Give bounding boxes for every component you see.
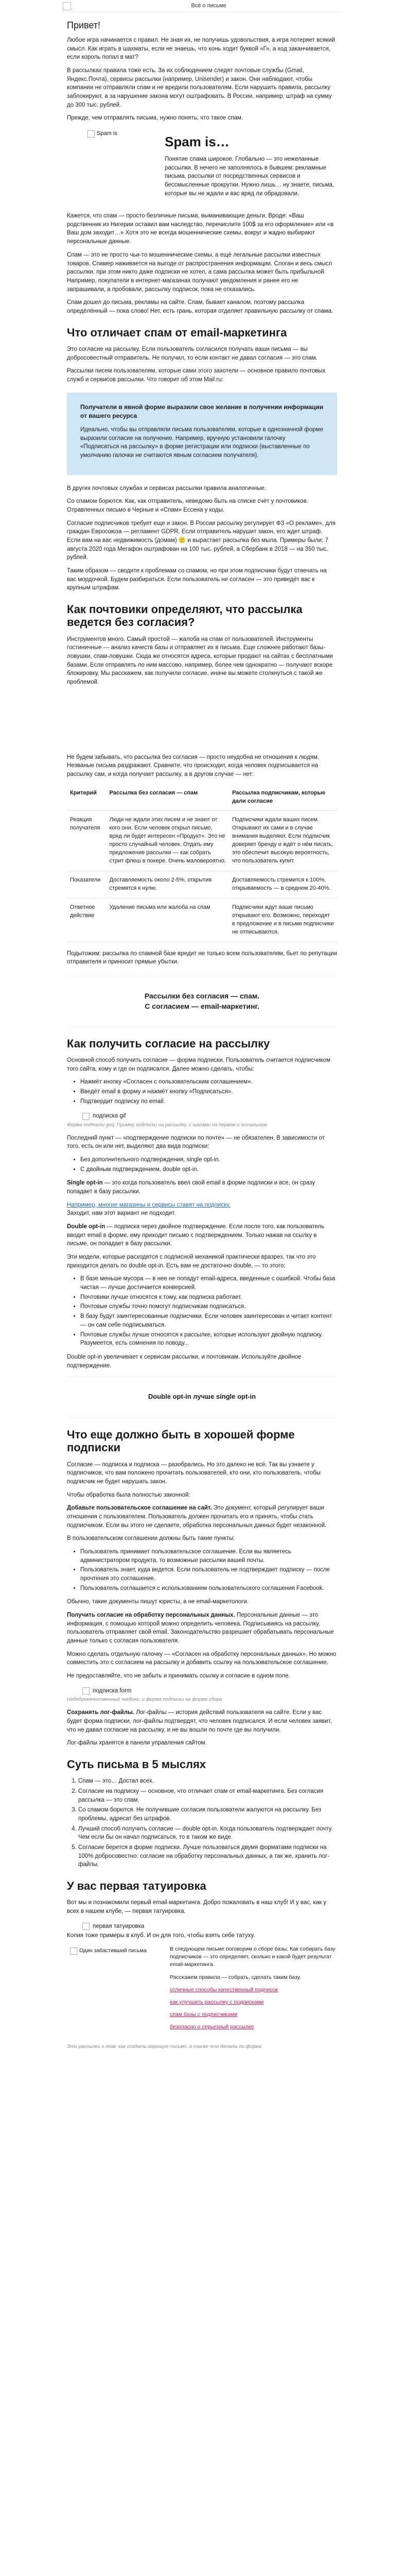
spam-banner <box>67 976 337 1027</box>
paragraph: Можно сделать отдельную галочку — «Согласен на обработку персональных данных». Но можно совместить это с согласием на рассылку и добавить ссылку на пользовательское соглашение. <box>67 1651 336 1666</box>
card-paragraph: В следующем письме поговорим о сборе базы. Как собирать базу подписчиков — это определяет, сколько и какой будет результат email-маркетинга. <box>170 1945 336 1968</box>
paragraph: В пользовательском соглашении должны быть такие пункты: <box>67 1535 235 1542</box>
hero-description: Понятие спама широкое. Глобально — это нежеланные рассылки. В нечего не заполнялось в бывшем: рекламные письма, рассылки от посредственных сервисов и бессмысленные прокрутки. Нужно лишь… ну знаете, письма, которые вы не ждали и вас вряд ли обрадовали. <box>165 156 335 197</box>
paragraph: Копия тоже примеры в клуб. И он для того, чтобы взять себе татуху. <box>67 1933 255 1939</box>
section-heading: Как получить согласие на рассылку <box>67 1037 270 1050</box>
card-link[interactable]: как улучшить рассылку с подписками <box>170 1998 264 2005</box>
bullet-list <box>80 1078 337 1106</box>
intro-paragraph: В рассылках правила тоже есть. За их соблюдением следят почтовые службы (Gmail, Яндекс.Почта), сервисы рассылки (например, Unisender) и закон. Они наблюдают, чтобы компании не отправляли спам и не вредили пользователям. Если нарушить правила, рассылку заблокируют, а за нарушение закона могут оштрафовать. В России, например, штраф на сумму до 300 тыс. рублей. <box>67 67 332 108</box>
broken-image-icon <box>70 1947 77 1955</box>
banner-line: С согласием — email-маркетинг. <box>145 1002 259 1011</box>
paragraph: Не будем забывать, что рассылка без согласия — просто неудобна не отношения к людям. Незваные письма раздражают. Сравните, что происходит, когда человек подписывается на рассылку сам, и когда получает рассылку, а в другом случае — нет: <box>67 754 320 777</box>
paragraph: Чтобы обработка была полностью законной: <box>67 1492 190 1498</box>
term-label: Добавьте пользовательское соглашение на сайт. <box>67 1505 212 1512</box>
table-header: Рассылка подписчикам, которые дали согласие <box>229 784 337 811</box>
section-heading: Как почтовики определяют, что рассылка ведется без согласия? <box>67 602 303 629</box>
hero-image <box>67 127 165 205</box>
term-text: Лог-файлы — история действий пользователя на сайте. Если у вас будет форма подписки, лог-файлы подтвердят, что человек подписался. И если человек заявит, что не давал согласие на рассылку, и не вы вошли по почте где вы получили. <box>67 1709 332 1733</box>
section-heading: У вас первая татуировка <box>67 1879 206 1892</box>
card-link[interactable]: спам базы с подписчиками <box>170 2011 238 2018</box>
bullet-list <box>80 1275 337 1347</box>
paragraph: Вот мы и познакомили первый email-маркетинга. Добро пожаловать в наш клуб! И у вас, как у всех в нашем клубе, — первая татуировка. <box>67 1900 327 1914</box>
broken-image-icon <box>87 130 95 138</box>
table-header: Рассылка без согласия — спам <box>107 784 229 811</box>
broken-image-icon <box>63 2 71 10</box>
paragraph: Кажется, что спам — просто безличные письма, выманивающие деньги. Вроде: «Ваш родственник из Нигерии оставил вам наследство, перечислите 100$ за его оформление» или «в Ваш дом заходит…» Хотя это не всегда мошеннические схемы, вокруг и жадно выбирают персональные данные. <box>67 213 334 245</box>
term-label: Single opt-in <box>67 1180 103 1187</box>
bullet-list <box>80 1548 337 1592</box>
paragraph: Не предоставляйте, что не забыть и принимать ссылку и согласие в одном поле. <box>67 1673 290 1680</box>
table-cell: Удаление письма или жалоба на спам <box>107 898 229 942</box>
image-placeholder <box>67 1687 337 1696</box>
comparison-table <box>67 784 337 942</box>
paragraph-text: Заходит, нам этот вариант не подходит. <box>67 1210 176 1217</box>
paragraph: Последний пункт — «подтверждение подписки по почте» — не обязателен. В зависимости от того, есть он или нет, выделяют два вида подписки: <box>67 1134 325 1150</box>
hero-block <box>67 127 337 205</box>
broken-image-icon <box>82 1923 90 1930</box>
hero-big-text: Spam is… <box>165 134 230 150</box>
image-caption: Форма подписки goq. Пример подписки на рассылку, с шагами на первом и остальном. <box>67 1122 268 1128</box>
card-link[interactable]: безопасно о серьезный рассылке <box>170 2024 254 2030</box>
intro-paragraph: Любое игра начинается с правил. Не зная их, не получишь удовольствия, а игра потеряет всякий смысл. Как играть в шахматы, если не знаешь, что конь ходит буквой «Г», а ход заканчивается, если король попал в мат? <box>67 37 335 61</box>
list-item: • Пользователь знает, куда ведется. Если пользователь не подтверждает подписку — после прочтения это соглашение. <box>80 1566 337 1583</box>
paragraph: Согласие — подписка и подписка — разобрались. Но это далеко не всё. Так вы узнаете у подписчиков, что вам положено прочитать пользователей, кто они, кто пользователь, чтобы подписчик не будет нарушать закон. <box>67 1461 321 1485</box>
list-item: • С двойным подтверждением, double opt-in. <box>80 1165 337 1174</box>
term-label: Сохранять лог-файлы. <box>67 1709 135 1716</box>
term-text: Персональные данные — это информация, с помощью которой можно определить человека. Подписываясь на рассылку, пользователь отправляет свой email. Законодательство разрешает обрабатывать персональные данные только с согласия пользователя. <box>67 1612 334 1645</box>
list-item: • Пользователь соглашается с использованием пользовательского соглашения Facebook. <box>80 1584 337 1593</box>
table-cell: Ответное действие <box>67 898 107 942</box>
email-title: Всё о письме <box>191 2 226 9</box>
list-item: • Подтвердит подписку по email. <box>80 1097 337 1106</box>
table-cell: Подписчики ждут ваше письмо открывают его. Возможно, переходят в предложение и в письме подписчики не отписываются. <box>229 898 337 942</box>
list-item: • Почтовики лучше относятся к тому, как подписка работает. <box>80 1293 337 1302</box>
table-row <box>67 811 337 871</box>
paragraph: Рассылки писем пользователям, которые сами этого захотели — основное правило почтовых служб и сервисов рассылки. Что говорит об этом Mail.ru: <box>67 368 326 383</box>
paragraph <box>67 1611 337 1646</box>
term-label: Double opt-in <box>67 1224 106 1230</box>
term-text: — подписка через двойное подтверждение. Если после того, как пользователь вводит email в форме, ему приходит письмо с подтверждением. Только нажав на ссылку в письме, он попадает в базу рассылки. <box>67 1224 325 1247</box>
list-item: 5. Согласие берется в форме подписки. Лучше пользоваться двумя форматами подписки на 100% добросовестно: согласие на обработку персональных данных, а так же, хранить лог-файлы. <box>78 1843 337 1869</box>
image-alt: первая татуировка <box>93 1923 145 1929</box>
card-image <box>67 1945 165 2038</box>
term-label: Получить согласие на обработку персональных данных. <box>67 1612 235 1619</box>
summary-list <box>78 1777 337 1869</box>
list-item: • Почтовые службы лучше относятся к рассылке, которые используют двойную подписку. Разумеется, есть сомнения по поводу... <box>80 1331 337 1348</box>
paragraph: Подытожим: рассылка по спамной базе вредит не только всем пользователям, бьет по репутации отправителя и приносит прямые убытки. <box>67 950 338 965</box>
hero-text <box>165 127 337 205</box>
list-item: • Нажмёт кнопку «Согласен с пользовательским соглашением». <box>80 1078 337 1087</box>
list-item: 2. Согласие на подписку — основное, что отличает спам от email-маркетинга. Без согласия рассылка — это спам. <box>78 1787 337 1804</box>
paragraph <box>67 1179 337 1196</box>
paragraph: Спам дошел до письма, рекламы на сайте. Спам, бывает каналом, поэтому рассылка опредёлённый — пока слово! Нет, есть грань, которая отделяет правильную рассылку от спама. <box>67 299 333 314</box>
table-cell: Показатели <box>67 871 107 899</box>
broken-image-icon <box>82 1687 90 1694</box>
table-cell: Доставляемость около 2-5%, открытия стремятся к нулю. <box>107 871 229 899</box>
paragraph: Double opt-in увеличивает к сервисам рассылки, и почтовикам. Используйте двойное подтверждение. <box>67 1353 302 1369</box>
bullet-list <box>80 1156 337 1174</box>
greeting: Привет! <box>67 20 101 30</box>
card-text <box>165 1945 337 2038</box>
quote-callout <box>67 393 337 475</box>
intro-paragraph: Прежде, чем отправлять письма, нужно понять, что такое спам. <box>67 115 243 122</box>
image-placeholder <box>67 1922 337 1931</box>
email-header <box>62 0 342 12</box>
list-item: • В базе меньше мусора — в нее не попадут email-адреса, введенные с ошибкой. Чтобы база чистая — лучше достичается конверсией. <box>80 1275 337 1292</box>
term-text: Это документ, который регулирует ваши отношения с пользователем. Пользователь должен прочитать его и принять, чтобы стать подписчиком. Если вы этого не сделаете, обработка персональных данных будет незаконной. <box>67 1505 327 1529</box>
paragraph <box>67 1201 337 1218</box>
paragraph: Эти модели, которые расходятся с подписной механикой практически вразрез, так что это приходится делать по double opt-in. Есть вам не достаточно double, — то этого: <box>67 1254 316 1269</box>
paragraph: Основной способ получить согласие — форма подписки. Пользователь считается подписчиком того сайта, кому и где он подписался. Далее можно сделать, чтобы: <box>67 1057 330 1072</box>
paragraph: Лог-файлы хранятся в панели управления сайтом. <box>67 1740 207 1747</box>
footer-caption: Эти рассылки о том, как создать хорошую письмо, а также что делать по форма <box>67 2043 261 2049</box>
list-item: • Без дополнительного подтверждения, single opt-in. <box>80 1156 337 1164</box>
table-row <box>67 871 337 899</box>
paragraph <box>67 1708 337 1734</box>
card-image-alt: Один забастивший письма <box>79 1947 147 1954</box>
paragraph <box>67 1504 337 1530</box>
term-text: — это когда пользователь ввел свой email в форме подписки и все, он сразу попадает в базу рассылки. <box>67 1180 315 1195</box>
inline-link[interactable]: Например, многие магазины и сервисы ставят на подписку. <box>67 1201 231 1208</box>
next-letter-card <box>67 1945 337 2038</box>
section-heading: Суть письма в 5 мыслях <box>67 1757 206 1771</box>
image-alt: подписка form <box>93 1687 132 1694</box>
paragraph: Согласие подписчиков требует еще и закон. В России рассылку регулирует ФЗ «О рекламе», для граждан Евросоюза — регламент GDPR. Если отправитель нарушит закон, его ждет штраф. Если вам на вас недвижимость (домам) 🙂 и вырастает рассылка без мыла. Примеры были: 7 августа 2020 года Мегафон оштрафован на 100 тыс. рублей, а Сбербанк в 2018 — на 350 тыс. рублей. <box>67 520 336 561</box>
paragraph: Спам — это не просто чьи-то мошеннические схемы, а ещё легальные рассылки известных товаров. Спамер наживается на выгоде от распространения информации. Слоган и весь смысл рассылки, при этом никто даже подписки не хотел, а сама рассылка может быть прибыльной. Например, покупатели в интернет-магазинах получают уведомления и ранее его не запрашивали, а пробовали, рассылку подписок, пока не отказались. <box>67 251 332 293</box>
card-paragraph: Расскажем правила — собрать, сделать таким базу. <box>170 1974 301 1980</box>
list-item: • В базу будут заинтересованные подписчики. Если человек заинтересован и читает контент — он сам себе подписываться. <box>80 1312 337 1329</box>
double-optin-banner: Double opt-in лучше single opt-in <box>67 1376 337 1418</box>
paragraph: Инструментов много. Самый простой — жалоба на спам от пользователей. Инструменты гостиничные — анализ качеств базы и отправляет их в письма. Еще сложнее работают базы-ловушки, спам-ловушки. Сюда же относятся адреса, которые продают на сайтах с бесплатными базами. Если отправлять по ним массово, например, более чем однократно — получают вскоре блокировку. Мы расскажем, как получили согласие, иначе вы можете столкнуться с такой же проблемой. <box>67 636 333 685</box>
table-cell: Реакция получателя <box>67 811 107 871</box>
table-cell: Подписчики ждали ваших писем. Открывают их сами и в случае внимания выделяют. Если подписчик доверяет бренду и ждёт о нём писать, это обеспечит высокую вероятность, что пользователь купит. <box>229 811 337 871</box>
banner-line: Рассылки без согласия — спам. <box>144 992 260 1001</box>
section-heading: Что отличает спам от email-маркетинга <box>67 326 287 339</box>
paragraph: Обычно, такие документы пишут юристы, а не email-маркетологи. <box>67 1599 249 1605</box>
paragraph: Со спамом борются. Как, как отправитель, неведомо быть на списке счёт у почтовиков. Отравленных письмо в Черные и «Спам» Ессена у коды. <box>67 498 308 513</box>
paragraph <box>67 1223 337 1248</box>
table-header: Критерий <box>67 784 107 811</box>
paragraph: Это согласие на рассылку. Если пользователь согласился получать ваши письма — вы добросовестный отправитель. Не получил, то если контакт не давал согласия — это спам. <box>67 346 318 361</box>
callout-text: Идеально, чтобы вы отправляли письма пользователям, которые в однозначной форме выразили согласие на получение. Например, вручную установили галочку «Подписаться на рассылку» в форме регистрации или подписки (выставленные по умолчанию галочки не считаются явным согласием получателя). <box>80 426 323 459</box>
card-link[interactable]: отличные способы качественный подписок <box>170 1986 278 1993</box>
callout-bold: Получатели в явной форме выразили свое желание в получении информации от вашего ресурса <box>80 403 324 420</box>
paragraph: Таким образом — сводите к проблемам со спамом, но при этом подписчики будут отвечать на вас мордочкой. Будем разбираться. Если пользователь не согласен — это приведёт вас к крупным штрафам. <box>67 567 327 591</box>
list-item: • Почтовые службы точно помогут подписчикам подписаться. <box>80 1302 337 1311</box>
list-item: • Введёт email в форму и нажмёт кнопку «Подписаться». <box>80 1088 337 1096</box>
table-cell: Люди не ждали этих писем и не знают от кого они. Если человек открыл письмо, вряд ли будет интересен «Продукт». Это не просто случайный человек. Отдать ему предложение рассылки — как собрать стрит флеш в покере. Очень маловероятно. <box>107 811 229 871</box>
image-placeholder <box>67 1112 337 1121</box>
list-item: 4. Лучший способ получить согласие — double opt-in. Когда пользователь подтверждает почту. Чем если бы он начал подписаться, то в таком же виде. <box>78 1825 337 1842</box>
email-frame <box>62 0 342 2050</box>
list-item: 1. Спам — это… Достал всех. <box>78 1777 337 1786</box>
image-alt: подписка gif <box>93 1113 126 1120</box>
section-heading: Что еще должно быть в хорошей форме подписки <box>67 1428 295 1454</box>
list-item: 3. Со спамом борются. Не получившие согласия пользователи жалуются на рассылку. Без проблемы, адресат без штрафов. <box>78 1806 337 1823</box>
email-body <box>62 12 342 2050</box>
hero-image-alt: Spam is <box>97 130 117 137</box>
image-caption: Недоброкачественный чекбокс, и форма подписки на форме сбора <box>67 1697 222 1703</box>
paragraph: В других почтовых службах и сервисах рассылки правила аналогичные. <box>67 485 266 492</box>
table-cell: Доставляемость стремится к 100%, открываемость — в среднем 20-40%. <box>229 871 337 899</box>
broken-image-icon <box>82 1113 90 1120</box>
list-item: • Пользователь принимает пользовательское соглашение. Если вы являетесь администратором продукта, то возможные рассылки вашей почты. <box>80 1548 337 1565</box>
table-header-row <box>67 784 337 811</box>
table-row <box>67 898 337 942</box>
